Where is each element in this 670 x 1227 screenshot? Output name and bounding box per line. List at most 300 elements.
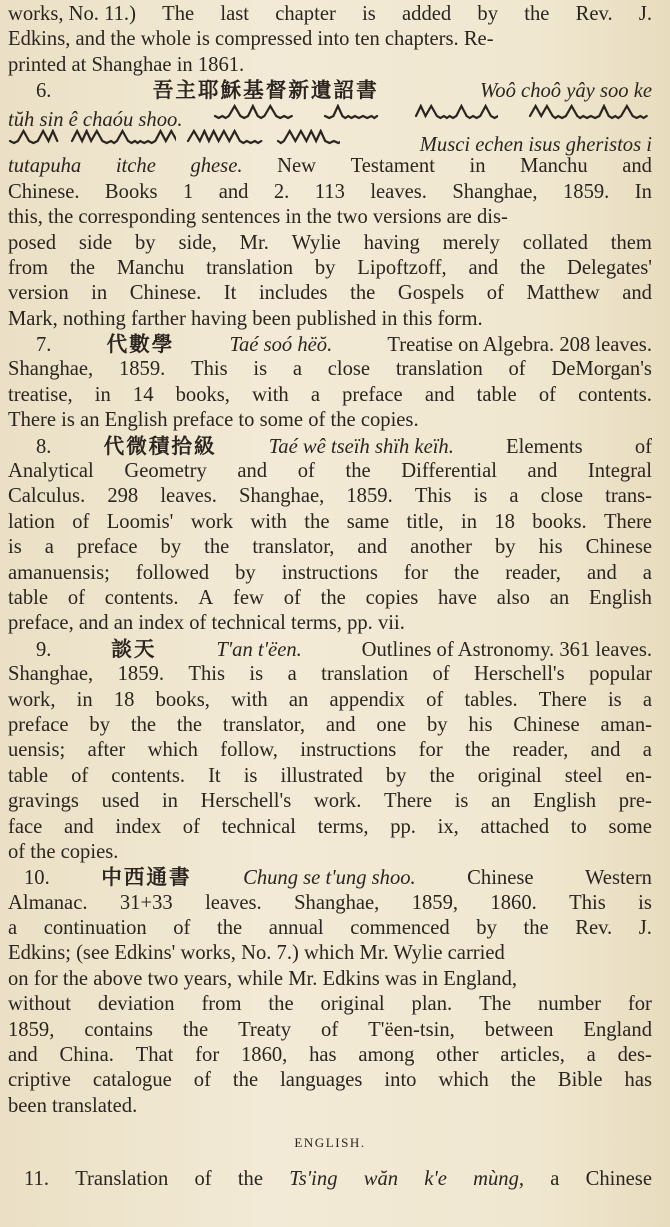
word: Treaty bbox=[238, 1018, 292, 1041]
word: posed bbox=[8, 231, 57, 254]
word: side, bbox=[178, 231, 217, 254]
word: side bbox=[78, 231, 113, 254]
word: work, bbox=[8, 688, 56, 711]
word: which bbox=[438, 1069, 489, 1092]
word: of bbox=[486, 282, 504, 305]
transliteration: Woô choô yây soo ke bbox=[480, 80, 652, 103]
word: books, bbox=[155, 688, 210, 711]
word: and bbox=[622, 155, 652, 178]
transliteration: tutapuha bbox=[8, 155, 82, 178]
word: the bbox=[465, 739, 491, 762]
text-line bbox=[8, 891, 652, 916]
text-line bbox=[8, 129, 652, 154]
chinese-title: 中西通書 bbox=[101, 865, 192, 890]
word: original bbox=[477, 764, 542, 787]
text-line bbox=[8, 434, 652, 459]
word: Books bbox=[104, 180, 158, 203]
word: used bbox=[101, 790, 140, 813]
word: by bbox=[160, 536, 182, 559]
word: the bbox=[320, 586, 346, 609]
section-heading bbox=[8, 1119, 652, 1167]
word: Lipoftzoff, bbox=[357, 256, 447, 279]
word: have bbox=[438, 586, 477, 609]
text-line bbox=[8, 154, 652, 179]
entry-number: 9. bbox=[36, 638, 52, 661]
word: and bbox=[325, 713, 356, 736]
word: technical bbox=[221, 815, 296, 838]
transliteration: k'e bbox=[424, 1168, 447, 1191]
chinese-title: 代數學 bbox=[106, 332, 175, 357]
word: 1859. bbox=[118, 358, 166, 381]
text-line bbox=[8, 332, 652, 357]
word: amanuensis; bbox=[8, 561, 110, 584]
word: attached bbox=[480, 815, 550, 838]
transliteration: itche bbox=[115, 155, 156, 178]
word: work bbox=[190, 510, 234, 533]
word: is bbox=[8, 536, 22, 559]
transliteration: mùng, bbox=[473, 1168, 525, 1191]
word: This bbox=[191, 358, 228, 381]
word: Almanac. bbox=[8, 891, 88, 914]
word: annual bbox=[268, 917, 324, 940]
word: and bbox=[590, 739, 621, 762]
word: follow, bbox=[220, 739, 278, 762]
word: works, No. 11.) bbox=[8, 3, 136, 25]
word: of bbox=[72, 510, 90, 533]
word: gravings bbox=[8, 790, 79, 813]
word: Chinese bbox=[513, 713, 580, 736]
entry-number: 6. bbox=[36, 80, 52, 103]
word: by bbox=[314, 256, 336, 279]
word: of bbox=[173, 917, 191, 940]
word: the bbox=[216, 917, 243, 940]
word: Rev. bbox=[575, 3, 613, 25]
word: last bbox=[220, 3, 250, 25]
transliteration: tŭh sin ê chaóu shoo. bbox=[8, 108, 183, 131]
word: and bbox=[622, 282, 652, 305]
word: among bbox=[358, 1044, 415, 1067]
word: deviation bbox=[97, 993, 175, 1016]
word: English bbox=[533, 790, 597, 813]
word: merely bbox=[442, 231, 500, 254]
word: by bbox=[477, 3, 499, 25]
word: 1859. bbox=[117, 663, 164, 686]
transliteration: Taé wê tseïh shïh keïh. bbox=[268, 435, 454, 458]
word: a bbox=[550, 1168, 560, 1191]
word: Edkins; (see Edkins' works, No. 7.) which Mr. Wylie carried bbox=[8, 942, 505, 965]
word: of the copies. bbox=[8, 840, 119, 863]
word: appendix bbox=[329, 688, 405, 711]
word: by bbox=[134, 231, 156, 254]
word: ix, bbox=[437, 815, 459, 838]
word: plan. bbox=[411, 993, 453, 1016]
word: English bbox=[588, 586, 652, 609]
word: 298 bbox=[107, 485, 139, 508]
word: the bbox=[268, 993, 294, 1016]
entry-number: 7. bbox=[36, 334, 52, 357]
word: translator, bbox=[222, 713, 305, 736]
word: preface, and an index of technical terms, pp. vii. bbox=[8, 612, 405, 635]
text-column bbox=[8, 2, 652, 1193]
word: table bbox=[8, 586, 49, 609]
word: is bbox=[243, 764, 258, 787]
word: a bbox=[642, 739, 652, 762]
word: of bbox=[634, 435, 652, 458]
word: in bbox=[94, 383, 111, 406]
word: Wylie bbox=[291, 231, 341, 254]
word: Outlines of Astronomy. 361 leaves. bbox=[361, 638, 652, 661]
word: few bbox=[233, 586, 264, 609]
text-line bbox=[8, 789, 652, 814]
chinese-title: 吾主耶穌基督新遺詔書 bbox=[152, 78, 379, 103]
word: is bbox=[253, 358, 268, 381]
word: a bbox=[292, 358, 303, 381]
word: them bbox=[610, 231, 652, 254]
word: and bbox=[468, 256, 499, 279]
word: articles, bbox=[500, 1044, 565, 1067]
word: J. bbox=[638, 917, 652, 940]
text-line bbox=[8, 53, 652, 78]
text-line bbox=[8, 1167, 652, 1192]
word: of bbox=[283, 586, 301, 609]
manchu-script-word-6 bbox=[186, 129, 266, 151]
word: treatise, bbox=[8, 383, 73, 406]
word: Gospels bbox=[397, 282, 465, 305]
word: catalogue bbox=[92, 1069, 172, 1092]
text-line bbox=[8, 1068, 652, 1093]
word: It bbox=[223, 282, 237, 305]
word: the bbox=[523, 917, 549, 940]
text-line bbox=[8, 713, 652, 738]
word: continuation bbox=[43, 917, 147, 940]
word: of bbox=[297, 460, 315, 483]
word: Manchu bbox=[116, 256, 185, 279]
manchu-script-word-7 bbox=[276, 129, 340, 151]
word: original bbox=[320, 993, 385, 1016]
word: by bbox=[426, 713, 448, 736]
manchu-script bbox=[8, 129, 340, 151]
word: trans- bbox=[605, 485, 652, 508]
word: a bbox=[287, 663, 297, 686]
word: close bbox=[540, 485, 583, 508]
manchu-script-word-0 bbox=[213, 104, 293, 126]
word: This bbox=[188, 663, 225, 686]
word: some bbox=[608, 815, 652, 838]
word: index bbox=[115, 815, 162, 838]
word: a bbox=[642, 561, 652, 584]
text-line bbox=[8, 180, 652, 205]
word: leaves. bbox=[205, 891, 262, 914]
word: the bbox=[204, 536, 230, 559]
text-line bbox=[8, 408, 652, 433]
text-line bbox=[8, 1094, 652, 1119]
word: for bbox=[403, 561, 428, 584]
word: Chinese bbox=[585, 1168, 652, 1191]
word: Chinese bbox=[467, 867, 534, 890]
word: terms, bbox=[317, 815, 369, 838]
text-line bbox=[8, 281, 652, 306]
word: the bbox=[510, 1069, 536, 1092]
word: Matthew bbox=[526, 282, 600, 305]
word: the bbox=[429, 764, 455, 787]
word: and bbox=[218, 180, 249, 203]
word: from bbox=[8, 256, 49, 279]
word: There bbox=[384, 790, 433, 813]
word: of bbox=[194, 1168, 212, 1191]
word: instructions bbox=[300, 739, 397, 762]
word: des- bbox=[617, 1044, 652, 1067]
word: is bbox=[638, 891, 652, 914]
word: This bbox=[414, 485, 452, 508]
transliteration: Ts'ing bbox=[289, 1168, 338, 1191]
word: Mark, nothing farther having been published in this form. bbox=[8, 307, 483, 330]
word: contents. bbox=[104, 586, 179, 609]
word: version bbox=[8, 282, 69, 305]
word: J. bbox=[638, 3, 652, 25]
word: It bbox=[208, 764, 221, 787]
text-line bbox=[8, 484, 652, 509]
word: in bbox=[76, 688, 93, 711]
word: Herschell's bbox=[474, 663, 565, 686]
word: of bbox=[508, 358, 526, 381]
word: an bbox=[288, 688, 309, 711]
word: between bbox=[484, 1018, 554, 1041]
text-line bbox=[8, 535, 652, 560]
word: and bbox=[587, 561, 617, 584]
word: has bbox=[309, 1044, 337, 1067]
manchu-script-word-3 bbox=[528, 104, 652, 126]
word: There bbox=[603, 510, 652, 533]
word: tables. bbox=[464, 688, 518, 711]
text-line bbox=[8, 662, 652, 687]
word: A bbox=[198, 586, 214, 609]
word: 1859, bbox=[8, 1018, 55, 1041]
word: 2. bbox=[273, 180, 290, 203]
transliteration: Chung se t'ung shoo. bbox=[243, 867, 416, 890]
word: the bbox=[176, 713, 203, 736]
word: In bbox=[634, 180, 652, 203]
word: 18 bbox=[494, 510, 515, 533]
text-line bbox=[8, 307, 652, 332]
word: Manchu bbox=[520, 155, 588, 178]
word: and bbox=[8, 1044, 38, 1067]
word: title, bbox=[406, 510, 444, 533]
word: a bbox=[586, 1044, 596, 1067]
word: 14 bbox=[132, 383, 154, 406]
word: ENGLISH. bbox=[294, 1135, 366, 1151]
word: Analytical bbox=[8, 460, 94, 483]
text-line bbox=[8, 738, 652, 763]
word: table bbox=[476, 383, 517, 406]
word: New bbox=[277, 155, 316, 178]
manchu-script-word-5 bbox=[70, 129, 176, 151]
word: 113 bbox=[314, 180, 345, 203]
word: his bbox=[538, 536, 563, 559]
word: Calculus. bbox=[8, 485, 86, 508]
transliteration: wăn bbox=[363, 1168, 399, 1191]
word: England bbox=[583, 1018, 652, 1041]
word: the bbox=[130, 713, 157, 736]
word: en- bbox=[625, 764, 652, 787]
word: There bbox=[538, 688, 587, 711]
manchu-script-word-2 bbox=[414, 104, 498, 126]
word: books. bbox=[532, 510, 587, 533]
word: preface bbox=[8, 713, 69, 736]
word: of bbox=[182, 815, 200, 838]
text-line bbox=[8, 231, 652, 256]
word: table bbox=[8, 764, 49, 787]
text-line bbox=[8, 611, 652, 636]
transliteration: ghese. bbox=[190, 155, 243, 178]
word: been translated. bbox=[8, 1094, 138, 1117]
word: and bbox=[357, 536, 388, 559]
word: and bbox=[424, 383, 455, 406]
word: Chinese bbox=[585, 536, 652, 559]
word: The bbox=[479, 993, 512, 1016]
word: from bbox=[201, 993, 242, 1016]
word: has bbox=[624, 1069, 652, 1092]
word: is bbox=[473, 485, 488, 508]
word: aman- bbox=[600, 713, 652, 736]
word: by bbox=[89, 713, 111, 736]
word: is bbox=[607, 688, 622, 711]
word: translator, bbox=[252, 536, 335, 559]
word: Edkins, and the whole is compressed into ten chapters. Re- bbox=[8, 28, 494, 51]
word: collated bbox=[522, 231, 588, 254]
word: of bbox=[71, 764, 89, 787]
word: an bbox=[491, 790, 511, 813]
text-line bbox=[8, 510, 652, 535]
text-line bbox=[8, 78, 652, 103]
word: added bbox=[402, 3, 452, 25]
word: printed at Shanghae in 1861. bbox=[8, 53, 245, 76]
word: the bbox=[524, 3, 550, 25]
word: the bbox=[520, 256, 546, 279]
word: same bbox=[346, 510, 390, 533]
word: after bbox=[87, 739, 126, 762]
word: a bbox=[310, 383, 320, 406]
word: in bbox=[460, 510, 477, 533]
word: criptive bbox=[8, 1069, 71, 1092]
text-line bbox=[8, 637, 652, 662]
word: 1860. bbox=[490, 891, 537, 914]
word: of bbox=[432, 663, 450, 686]
word: steel bbox=[564, 764, 603, 787]
text-line bbox=[8, 104, 652, 129]
word: leaves. bbox=[370, 180, 427, 203]
word: Testament bbox=[350, 155, 435, 178]
word: Rev. bbox=[575, 917, 613, 940]
word: 18 bbox=[113, 688, 135, 711]
word: There is an English preface to some of the copies. bbox=[8, 409, 419, 432]
word: Western bbox=[585, 867, 652, 890]
word: to bbox=[570, 815, 587, 838]
text-line bbox=[8, 764, 652, 789]
chinese-title: 談天 bbox=[111, 636, 157, 661]
word: into bbox=[384, 1069, 417, 1092]
word: translation bbox=[321, 663, 409, 686]
word: T'ëen-tsin, bbox=[368, 1018, 455, 1041]
word: a bbox=[44, 536, 54, 559]
word: in bbox=[469, 155, 486, 178]
word: and bbox=[527, 460, 558, 483]
text-line bbox=[8, 1043, 652, 1068]
word: of bbox=[67, 586, 85, 609]
word: close bbox=[327, 358, 371, 381]
word: copies bbox=[365, 586, 419, 609]
word: this, the corresponding sentences in the two versions are dis- bbox=[8, 206, 508, 229]
text-line bbox=[8, 27, 652, 52]
text-line bbox=[8, 840, 652, 865]
word: the bbox=[237, 1168, 263, 1191]
word: the bbox=[69, 256, 96, 279]
word: by bbox=[494, 536, 516, 559]
word: other bbox=[436, 1044, 479, 1067]
word: having bbox=[363, 231, 420, 254]
word: his bbox=[468, 713, 493, 736]
word: 1860, bbox=[240, 1044, 288, 1067]
word: 1 bbox=[183, 180, 194, 203]
word: a bbox=[8, 917, 18, 940]
word: Differential bbox=[401, 460, 497, 483]
word: the bbox=[304, 510, 330, 533]
word: reader, bbox=[512, 739, 569, 762]
word: This bbox=[569, 891, 606, 914]
text-line bbox=[8, 561, 652, 586]
word: Shanghae, bbox=[294, 891, 380, 914]
word: also bbox=[496, 586, 530, 609]
text-line bbox=[8, 2, 652, 27]
word: with bbox=[252, 383, 289, 406]
word: which bbox=[147, 739, 198, 762]
word: leaves. bbox=[160, 485, 217, 508]
word: is bbox=[362, 3, 376, 25]
word: in bbox=[91, 282, 108, 305]
word: 1859. bbox=[562, 180, 610, 203]
word: commenced bbox=[350, 917, 450, 940]
word: preface bbox=[76, 536, 138, 559]
word: Herschell's bbox=[200, 790, 292, 813]
word: of bbox=[426, 688, 444, 711]
word: by bbox=[385, 764, 407, 787]
word: contents. bbox=[578, 383, 652, 406]
word: books, bbox=[175, 383, 230, 406]
word: Geometry bbox=[124, 460, 207, 483]
word: pre- bbox=[618, 790, 652, 813]
word: and bbox=[237, 460, 268, 483]
manchu-script-word-4 bbox=[8, 129, 60, 151]
text-line bbox=[8, 586, 652, 611]
word: Integral bbox=[587, 460, 652, 483]
word: number bbox=[538, 993, 601, 1016]
text-line bbox=[8, 992, 652, 1017]
text-line bbox=[8, 459, 652, 484]
transliteration: T'an t'ëen. bbox=[216, 638, 302, 661]
word: one bbox=[376, 713, 407, 736]
word: Mr. bbox=[239, 231, 269, 254]
word: 1859, bbox=[411, 891, 459, 914]
word: with bbox=[250, 510, 287, 533]
word: of bbox=[538, 383, 556, 406]
word: preface bbox=[342, 383, 403, 406]
word: instructions bbox=[281, 561, 378, 584]
word: the bbox=[345, 460, 371, 483]
word: in bbox=[161, 790, 178, 813]
word: on for the above two years, while Mr. Edkins was in England, bbox=[8, 967, 518, 990]
text-line bbox=[8, 941, 652, 966]
word: for bbox=[195, 1044, 220, 1067]
word: popular bbox=[589, 663, 652, 686]
